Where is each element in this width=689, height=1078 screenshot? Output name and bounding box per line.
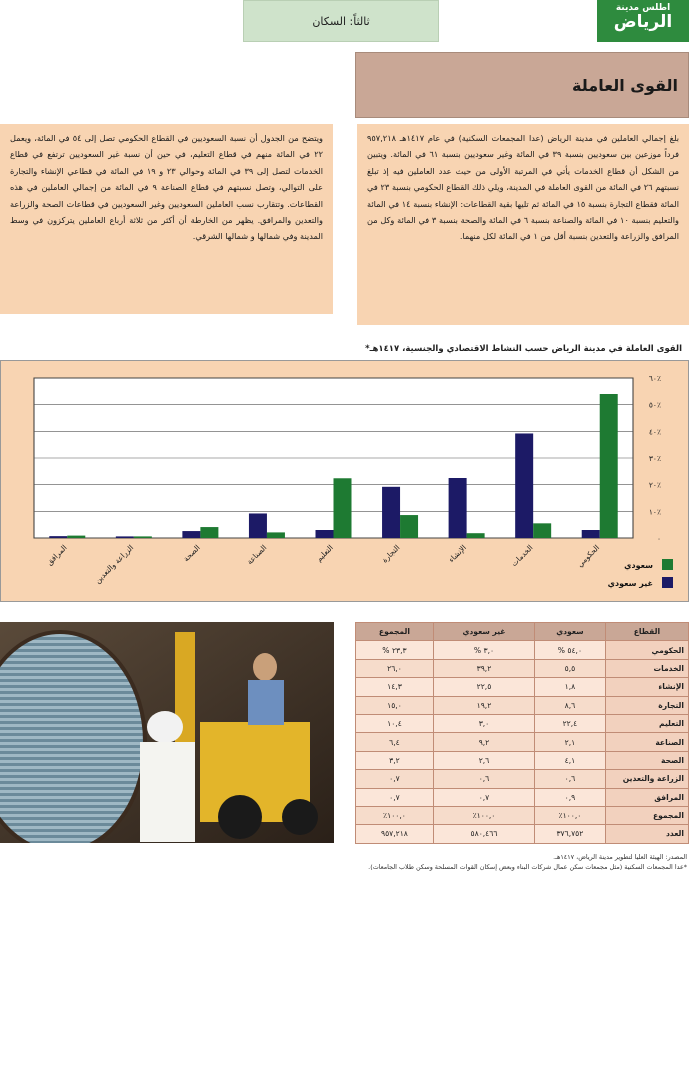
table-cell: ٢٢,٥ [433,678,534,696]
bar-non-saudi [182,531,200,538]
bar-saudi [200,527,218,538]
legend-label: غير سعودي [607,579,653,588]
page-title-box [355,52,689,118]
x-tick-label: التجارة [380,543,402,565]
table-header-row [356,623,689,641]
table-cell: ١٠٠,٠٪ [535,806,606,824]
y-tick-label: ٠ [656,534,661,543]
bar-non-saudi [515,433,533,538]
row-label: المرافق [605,788,688,806]
bar-saudi [334,478,352,538]
y-tick-label: ٣٠٪ [648,454,661,463]
legend-swatch [662,577,673,588]
table-cell: ٩,٢ [433,733,534,751]
table-cell: ٦,٤ [356,733,434,751]
x-tick-label: الزراعة والتعدين [93,543,136,586]
table-cell: ٢٢,٤ [535,714,606,732]
header-total: المجموع [356,623,434,641]
bar-saudi [600,394,618,538]
bar-non-saudi [449,478,467,538]
table-row [356,751,689,769]
table-cell: ٢,٦ [433,751,534,769]
bar-non-saudi [582,530,600,538]
row-label: الصحة [605,751,688,769]
table-cell: ٣٧٦,٧٥٢ [535,825,606,843]
table-cell: ١٠,٤ [356,714,434,732]
footnote-note: *عدا المجمعات السكنية (مثل مجمعات سكن عمال شركات البناء وبعض إسكان القوات المسلحة وسكن طلاب الجامعات). [368,863,687,871]
table-cell: ٠,٧ [356,788,434,806]
table-cell: ١٠٠,٠٪ [433,806,534,824]
table-cell: ٥٨٠,٤٦٦ [433,825,534,843]
table-cell: ١٠٠,٠٪ [356,806,434,824]
footnotes [357,852,687,872]
table-cell: ٣,٢ [356,751,434,769]
bar-saudi [134,536,152,538]
x-tick-label: المرافق [44,543,69,567]
row-label: الإنشاء [605,678,688,696]
table-cell: ٩٥٧,٢١٨ [356,825,434,843]
workers-photo [0,622,334,843]
header-sector: القطاع [605,623,688,641]
row-label: الخدمات [605,659,688,677]
bar-saudi [533,523,551,538]
y-tick-label: ٢٠٪ [648,480,661,490]
y-tick-label: ١٠٪ [648,507,661,517]
table-cell: ٠,٧ [356,770,434,788]
x-tick-label: الصناعة [245,543,269,567]
chart-panel [0,360,689,602]
bar-non-saudi [249,513,267,538]
table-cell: ١٤,٣ [356,678,434,696]
table-row [356,788,689,806]
photo-illustration [0,622,334,843]
row-label: الزراعة والتعدين [605,770,688,788]
row-label: العدد [605,825,688,843]
row-label: التعليم [605,714,688,732]
table-cell: ٨,٦ [535,696,606,714]
table-row [356,696,689,714]
table-row [356,714,689,732]
bar-non-saudi [382,487,400,538]
page-title: القوى العاملة [572,75,678,95]
bar-non-saudi [49,536,67,538]
table-cell: ٢,١ [535,733,606,751]
table-cell: ٣٩,٢ [433,659,534,677]
bar-saudi [400,515,418,538]
header-non-saudi: غير سعودي [433,623,534,641]
paragraph-left: ويتضح من الجدول أن نسبة السعوديين في القطاع الحكومي تصل إلى ٥٤ في المائة، ويعمل ٢٢ في المائة منهم في قطاع التعليم، في حين أن نسبة غير السعوديين ترتفع في قطاع الخدمات لتصل إلى ٣٩ في المائة وحوالي ٢٣ و ١٩ في المائة في قطاعي الإنشاء والتجارة على التوالي، وتصل نسبتهم في قطاع الصناعة ٩ في المائة من إجمالي العاملين في هذه القطاعات. وتتقارب نسب العاملين السعوديين وغير السعوديين في قطاعات الصحة والزراعة والتعدين والمرافق. يظهر من الخارطة أن أكثر من ثلاثة أرباع العاملين يتركزون في وسط المدينة وفي شمالها و شمالها الشرقي. [0,124,333,314]
table-cell: ٢٦,٠ [356,659,434,677]
row-label: الصناعة [605,733,688,751]
chart-title: القوى العاملة في مدينة الرياض حسب النشاط الاقتصادي والجنسية، ١٤١٧هـ* [365,344,682,354]
x-tick-label: الإنشاء [446,543,469,565]
table-row [356,825,689,843]
section-tab [243,0,439,42]
table-cell: ٢٣,٣ % [356,641,434,659]
atlas-logo [597,0,689,42]
logo-line2: الرياض [613,12,673,32]
header-saudi: سعودي [535,623,606,641]
table-cell: ٠,٦ [535,770,606,788]
workforce-table [355,622,689,844]
table-row [356,806,689,824]
bar-saudi [67,536,85,538]
table-cell: ٠,٧ [433,788,534,806]
table-row [356,678,689,696]
x-tick-label: الصحة [181,543,202,564]
y-tick-label: ٤٠٪ [648,427,661,437]
bar-non-saudi [316,530,334,538]
table-cell: ٥٤,٠ % [535,641,606,659]
row-label: المجموع [605,806,688,824]
row-label: الحكومي [605,641,688,659]
table-row [356,733,689,751]
paragraph-right: بلغ إجمالي العاملين في مدينة الرياض (عدا المجمعات السكنية) في عام ١٤١٧هـ ٩٥٧,٢١٨ فرداً موزعين بين سعوديين بنسبة ٣٩ في المائة وغير سعوديين بنسبة ٦١ في المائة. ويتبين من الشكل أن قطاع الخدمات يأتي في المرتبة الأولى من حيث عدد العاملين فيه إذ تبلغ نسبتهم ٢٦ في المائة من القوى العاملة في المدينة، ويلي ذلك القطاع الحكومي بنسبة ٢٣ في المائة فقطاع التجارة بنسبة ١٥ في المائة ثم تليها بقية القطاعات: الإنشاء بنسبة ١٤ في المائة والتعليم بنسبة ١٠ في المائة والصناعة بنسبة ٦ في المائة والصحة بنسبة ٣ في المائة وكل من المرافق والزراعة والتعدين بنسبة أقل من ١ في المائة لكل منهما. [357,124,689,325]
bar-chart [1,361,688,601]
logo-line1: اطلس مدينة [615,3,671,13]
y-tick-label: ٥٠٪ [648,400,661,410]
table-cell: ٣,٠ [433,714,534,732]
y-tick-label: ٦٠٪ [648,374,661,383]
table-cell: ١٥,٠ [356,696,434,714]
x-tick-label: الحكومي [575,543,602,569]
x-tick-label: التعليم [314,543,335,564]
table-cell: ٥,٥ [535,659,606,677]
source-note: المصدر: الهيئة العليا لتطوير مدينة الرياض، ١٤١٧هـ. [553,853,687,861]
table-cell: ١,٨ [535,678,606,696]
legend-label: سعودي [624,561,653,570]
table-cell: ٠,٩ [535,788,606,806]
row-label: التجارة [605,696,688,714]
table-cell: ٣,٠ % [433,641,534,659]
table-row [356,659,689,677]
bar-non-saudi [116,536,134,538]
table-row [356,770,689,788]
x-tick-label: الخدمات [509,543,535,569]
legend-swatch [662,559,673,570]
table-cell: ١٩,٢ [433,696,534,714]
bar-saudi [267,532,285,538]
table-body [356,641,689,843]
table-cell: ٠,٦ [433,770,534,788]
section-title: ثالثاً: السكان [312,14,370,28]
table-row [356,641,689,659]
bar-saudi [467,533,485,538]
table-cell: ٤,١ [535,751,606,769]
